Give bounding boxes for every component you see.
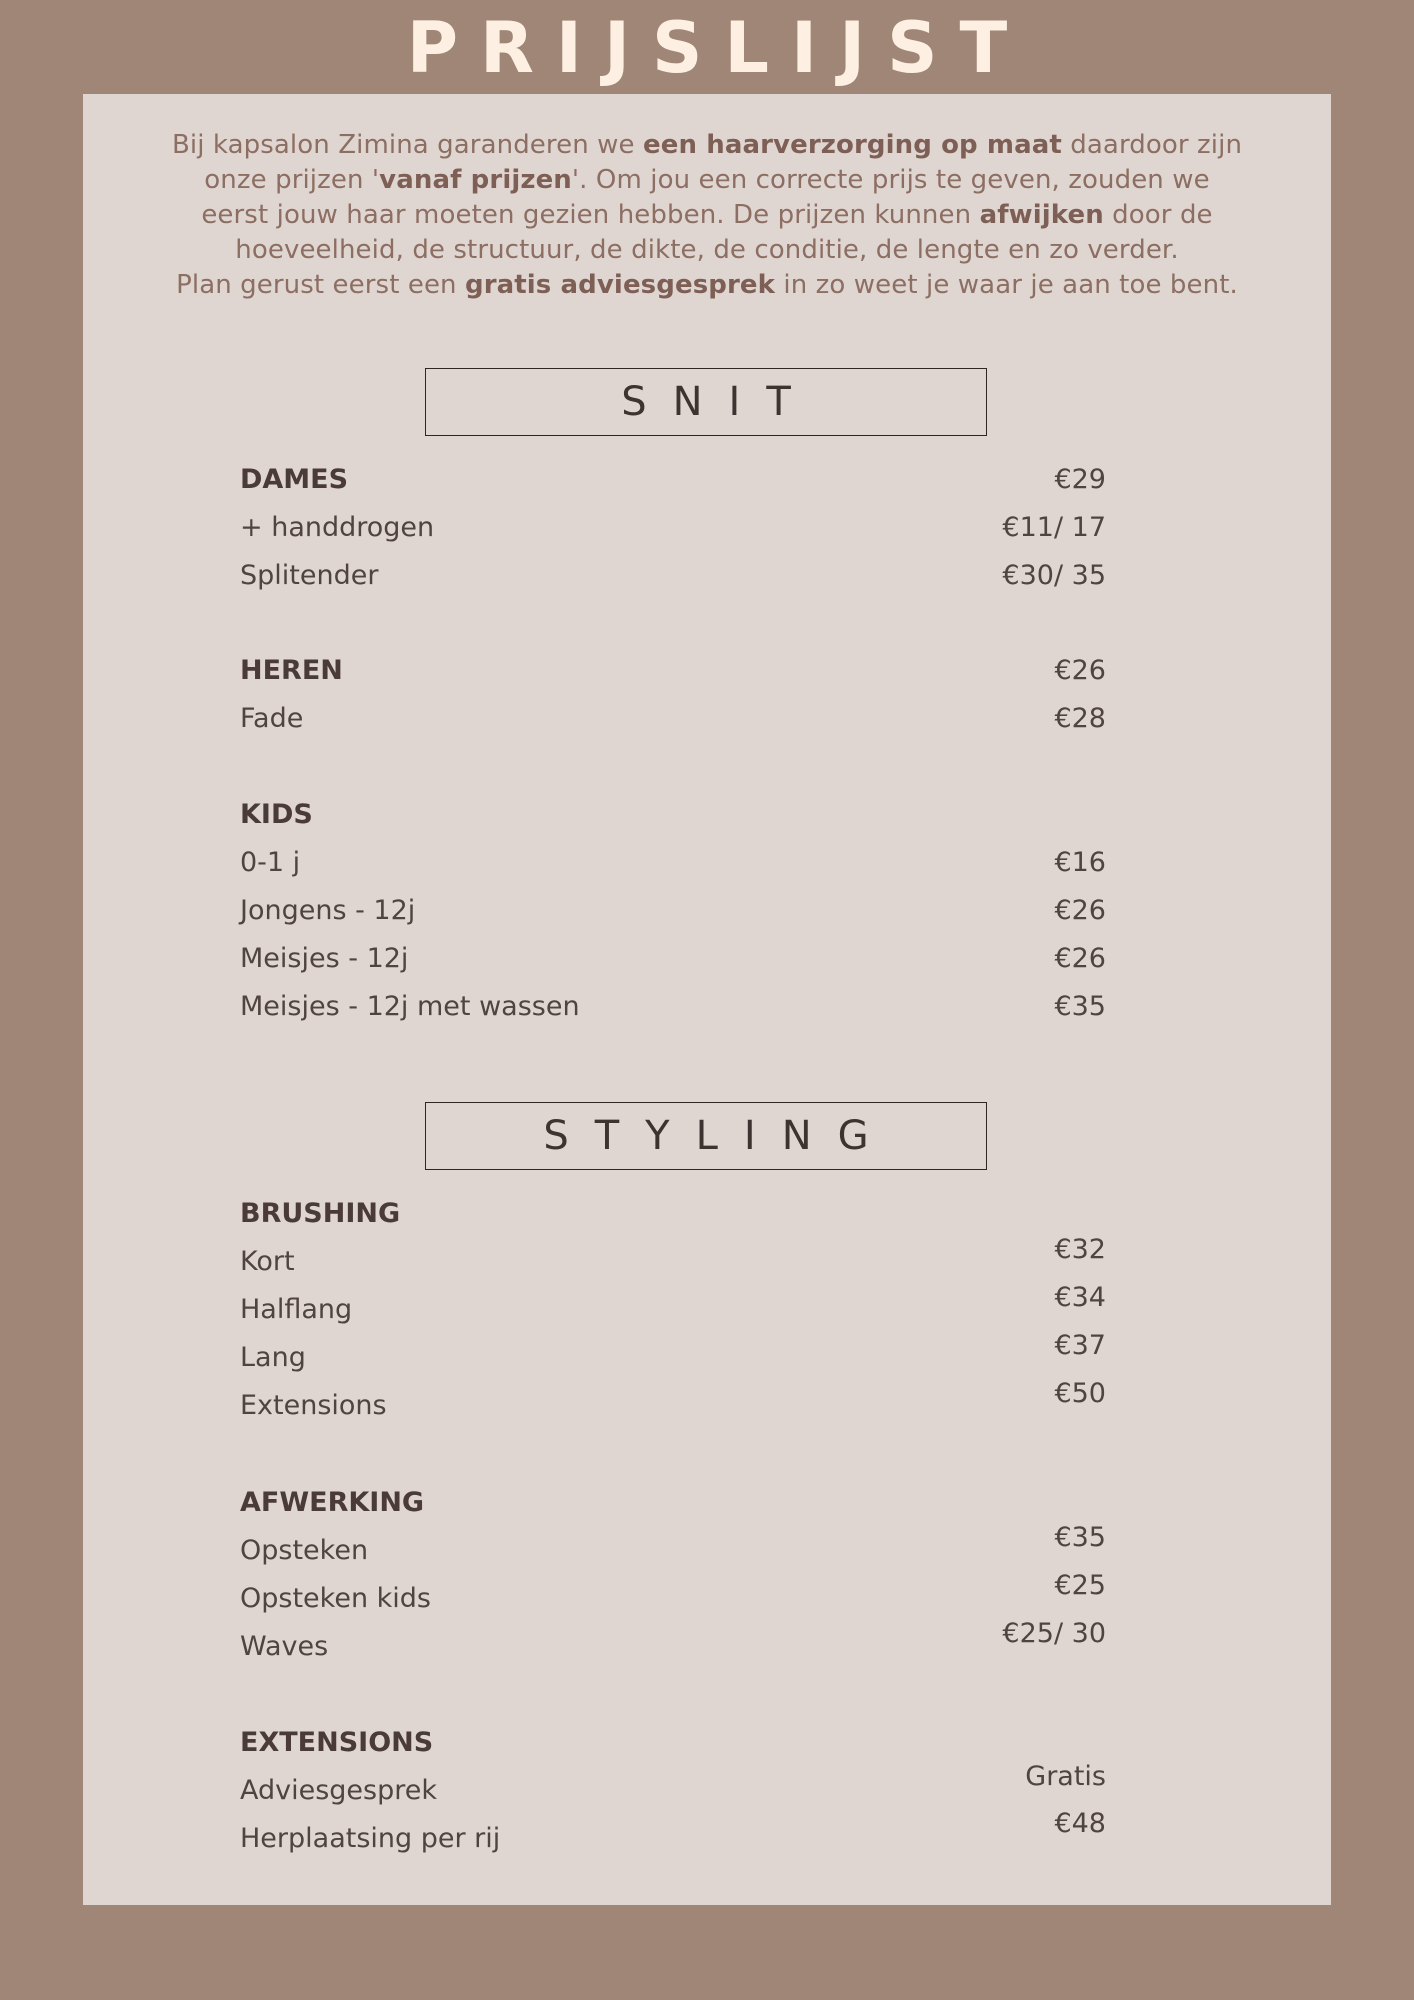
item-label: + handdrogen bbox=[240, 512, 435, 543]
price-adviesgesprek bbox=[240, 1757, 1106, 1797]
price-row-heren bbox=[240, 651, 1106, 691]
price-value: €48 bbox=[1054, 1808, 1106, 1839]
price-value: €26 bbox=[1054, 655, 1106, 686]
price-value: Gratis bbox=[1025, 1761, 1106, 1792]
price-opsteken bbox=[240, 1518, 1106, 1558]
price-value: €26 bbox=[1054, 895, 1106, 926]
price-value: €35 bbox=[1054, 1522, 1106, 1553]
category-label: AFWERKING bbox=[240, 1487, 425, 1518]
item-label: Splitender bbox=[240, 560, 379, 591]
intro-emphasis: vanaf prijzen bbox=[379, 165, 572, 195]
price-row-meisjes-wassen bbox=[240, 987, 1106, 1027]
intro-text: Bij kapsalon Zimina garanderen we bbox=[171, 130, 643, 160]
price-value: €29 bbox=[1054, 464, 1106, 495]
intro-line bbox=[83, 233, 1331, 268]
category-label: BRUSHING bbox=[240, 1198, 401, 1229]
price-value: €30/ 35 bbox=[1002, 560, 1106, 591]
price-row-fade bbox=[240, 699, 1106, 739]
price-value: €34 bbox=[1054, 1282, 1106, 1313]
intro-line bbox=[83, 163, 1331, 198]
price-row-handdrogen bbox=[240, 508, 1106, 548]
item-label: Adviesgesprek bbox=[240, 1775, 438, 1806]
price-value: €25/ 30 bbox=[1002, 1618, 1106, 1649]
category-label: DAMES bbox=[240, 464, 349, 495]
price-row-meisjes bbox=[240, 939, 1106, 979]
intro-text: daardoor zijn bbox=[1061, 130, 1243, 160]
intro-emphasis: afwijken bbox=[979, 200, 1104, 230]
item-label: 0-1 j bbox=[240, 847, 301, 878]
price-row-brushing bbox=[240, 1194, 1106, 1234]
item-label: Halflang bbox=[240, 1294, 353, 1325]
item-label: Herplaatsing per rij bbox=[240, 1823, 501, 1854]
price-list-panel bbox=[83, 94, 1331, 1905]
intro-text: '. Om jou een correcte prijs te geven, zouden we bbox=[571, 165, 1210, 195]
intro-line bbox=[83, 128, 1331, 163]
item-label: Jongens - 12j bbox=[240, 895, 416, 926]
intro-emphasis: gratis adviesgesprek bbox=[464, 270, 776, 300]
item-label: Waves bbox=[240, 1631, 329, 1662]
intro-text: onze prijzen ' bbox=[204, 165, 380, 195]
price-row-kids bbox=[240, 795, 1106, 835]
item-label: Kort bbox=[240, 1246, 295, 1277]
intro-text: Plan gerust eerst een bbox=[176, 270, 465, 300]
intro-paragraph bbox=[83, 128, 1331, 303]
intro-text: hoeveelheid, de structuur, de dikte, de conditie, de lengte en zo verder. bbox=[235, 235, 1179, 265]
price-value: €28 bbox=[1054, 703, 1106, 734]
section-heading-styling: STYLING bbox=[425, 1102, 987, 1170]
intro-text: door de bbox=[1103, 200, 1213, 230]
section-heading-snit: SNIT bbox=[425, 368, 987, 436]
item-label: Opsteken bbox=[240, 1535, 369, 1566]
item-label: Extensions bbox=[240, 1390, 387, 1421]
category-label: KIDS bbox=[240, 799, 313, 830]
price-kort bbox=[240, 1230, 1106, 1270]
price-value: €11/ 17 bbox=[1002, 512, 1106, 543]
price-value: €50 bbox=[1054, 1378, 1106, 1409]
price-opsteken-kids bbox=[240, 1566, 1106, 1606]
price-herplaatsing bbox=[240, 1804, 1106, 1844]
price-value: €16 bbox=[1054, 847, 1106, 878]
price-waves bbox=[240, 1614, 1106, 1654]
item-label: Meisjes - 12j met wassen bbox=[240, 991, 580, 1022]
intro-line bbox=[83, 198, 1331, 233]
item-label: Opsteken kids bbox=[240, 1583, 431, 1614]
category-label: EXTENSIONS bbox=[240, 1727, 434, 1758]
price-value: €35 bbox=[1054, 991, 1106, 1022]
intro-line bbox=[83, 268, 1331, 303]
intro-text: in zo weet je waar je aan toe bent. bbox=[775, 270, 1238, 300]
price-extensions-brushing bbox=[240, 1374, 1106, 1414]
intro-text: eerst jouw haar moeten gezien hebben. De prijzen kunnen bbox=[201, 200, 980, 230]
category-label: HEREN bbox=[240, 655, 343, 686]
price-row-afwerking bbox=[240, 1483, 1106, 1523]
price-lang bbox=[240, 1326, 1106, 1366]
intro-emphasis: een haarverzorging op maat bbox=[643, 130, 1062, 160]
price-value: €37 bbox=[1054, 1330, 1106, 1361]
price-value: €25 bbox=[1054, 1570, 1106, 1601]
price-row-dames bbox=[240, 460, 1106, 500]
item-label: Meisjes - 12j bbox=[240, 943, 409, 974]
price-row-splitender bbox=[240, 556, 1106, 596]
price-row-baby bbox=[240, 843, 1106, 883]
price-halflang bbox=[240, 1278, 1106, 1318]
price-value: €32 bbox=[1054, 1234, 1106, 1265]
page-title: PRIJSLIJST bbox=[406, 7, 1030, 89]
item-label: Fade bbox=[240, 703, 304, 734]
item-label: Lang bbox=[240, 1342, 306, 1373]
price-row-jongens bbox=[240, 891, 1106, 931]
price-value: €26 bbox=[1054, 943, 1106, 974]
